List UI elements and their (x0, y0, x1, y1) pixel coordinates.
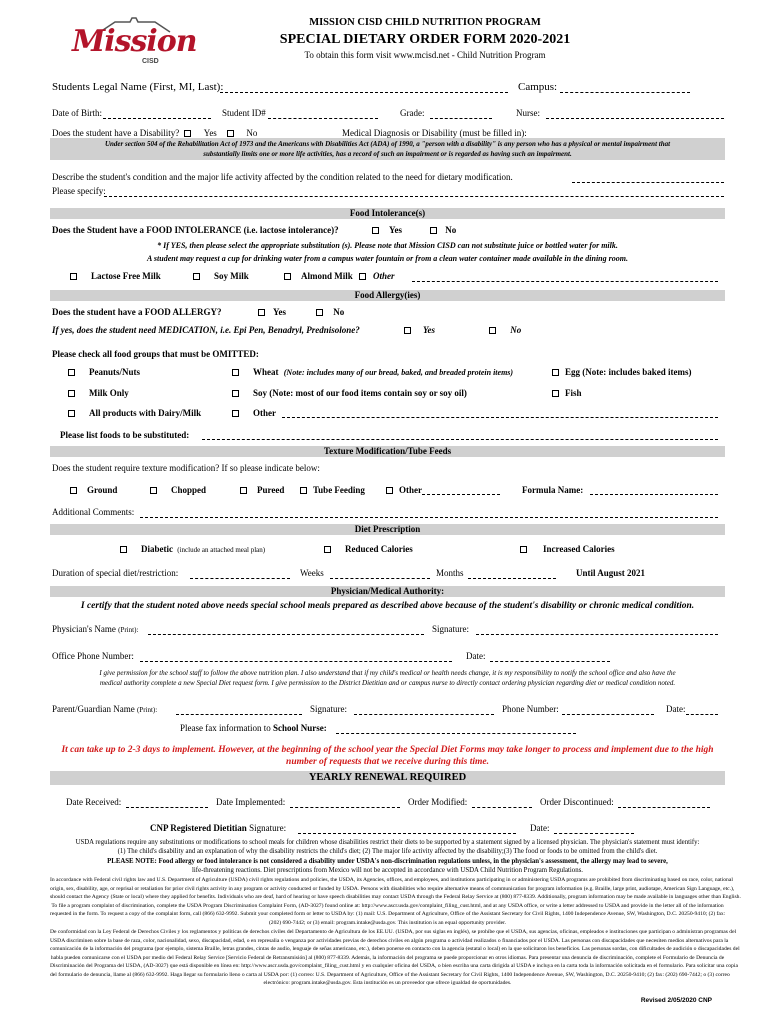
order-modified-field[interactable] (472, 807, 532, 808)
physician-name-field[interactable] (148, 634, 424, 635)
dob-label: Date of Birth: (52, 108, 102, 118)
other-texture-field[interactable] (422, 494, 500, 495)
peanuts-checkbox[interactable] (68, 369, 75, 376)
dairy-checkbox[interactable] (68, 410, 75, 417)
other-allergy-checkbox[interactable] (232, 410, 239, 417)
intolerance-no-checkbox[interactable] (430, 227, 437, 234)
texture-question: Does the student require texture modification? If so please indicate below: (52, 463, 320, 473)
dietitian-date-field[interactable] (554, 833, 634, 834)
pureed-option: Pureed (240, 485, 284, 495)
parent-name-field[interactable] (176, 714, 302, 715)
almond-milk-checkbox[interactable] (284, 273, 291, 280)
medication-yes-checkbox[interactable] (404, 327, 411, 334)
specify-label: Please specify: (52, 186, 106, 196)
ground-checkbox[interactable] (70, 487, 77, 494)
intolerance-note-2: A student may request a cup for drinking water from a campus water fountain or from a clean water container made available in the dining room. (147, 254, 628, 263)
intolerance-note-1: * If YES, then please select the appropriate substitution (s). Please note that Mission CISD can not substitute juice or bottled water for milk. (157, 241, 618, 250)
soy-milk-option: Soy Milk (193, 271, 249, 281)
revised-date: Revised 2/05/2020 CNP (640, 997, 712, 1004)
certify-text: I certify that the student noted above needs special school meals prepared as described above because of the student's disability or chronic medical condition. (80, 601, 695, 611)
egg-checkbox[interactable] (552, 369, 559, 376)
wheat-checkbox[interactable] (232, 369, 239, 376)
physician-signature-field[interactable] (476, 634, 718, 635)
logo-sub: CISD (142, 58, 159, 65)
date-received-label: Date Received: (66, 797, 122, 807)
formula-label: Formula Name: (522, 485, 584, 495)
obtain-text: To obtain this form visit www.mcisd.net - Child Nutrition Program (304, 50, 546, 60)
reduced-checkbox[interactable] (324, 546, 331, 553)
fax-label: Please fax information to School Nurse: (180, 723, 327, 733)
mission-logo (70, 14, 197, 65)
date-received-field[interactable] (126, 807, 208, 808)
usda-spanish-statement: De conformidad con la Ley Federal de Derechos Civiles y los reglamentos y políticas de derechos civiles del Departamento de Agricultura de los EE.UU. (USDA, por sus siglas en inglés), se prohíbe que el USDA, sus agencias, oficinas, empleados e instituciones que participan o administran programas del USDA discriminen sobre la base de raza, color, nacionalidad, sexo, discapacidad, edad, o en represalia o venganza por actividades previas de derechos civiles en algún programa o actividad realizados o financiados por el USDA. Las personas con discapacidades que necesiten medios alternativos para la comunicación de la información del programa (por ejemplo, sistema Braille, letras grandes, cintas de audio, lenguaje de señas americano, etc.), deben ponerse en contacto con la agencia (estatal o local) en la que solicitaron los beneficios. Las personas sordas, con dificultades de audición o discapacidades del habla pueden comunicarse con el USDA por medio del Federal Relay Service [Servicio Federal de Retransmisión] al (800) 877-8339. Además, la información del programa se puede proporcionar en otros idiomas. Para presentar una denuncia de discriminación, complete el Formulario de Denuncia de Discriminación del Programa del USDA, (AD-3027) que está disponible en línea en: http://www.ascr.usda.gov/complaint_filing_cust.html y en cualquier oficina del USDA, o bien escriba una carta dirigida al USDA e incluya en la carta toda la información solicitada en el formulario. Para solicitar una copia del formulario de denuncia, llame al (866) 632-9992. Haga llegar su formulario lleno o carta al USDA por: (1) correo: U.S. Department of Agriculture, Office of the Assistant Secretary for Civil Rights, 1400 Independence Avenue, SW, Washington, D.C. 20250-9410; (2) fax: (202) 690-7442; o (3) correo electrónico: program.intake@usda.gov. Esta institución es un proveedor que ofrece igualdad de oportunidades. (50, 929, 740, 986)
other-allergy-field[interactable] (282, 417, 718, 418)
fish-checkbox[interactable] (552, 390, 559, 397)
disability-no-checkbox[interactable] (227, 130, 234, 137)
diagnosis-label: Medical Diagnosis or Disability (must be filled in): (342, 128, 527, 138)
other-allergy-option: Other (232, 408, 276, 418)
weeks-label: Weeks (300, 568, 324, 578)
disability-yes-checkbox[interactable] (184, 130, 191, 137)
substitute-field[interactable] (202, 439, 718, 440)
allergy-no-checkbox[interactable] (316, 309, 323, 316)
other-texture-checkbox[interactable] (386, 487, 393, 494)
allergy-question: Does the student have a FOOD ALLERGY? (52, 307, 222, 317)
dietitian-signature-field[interactable] (298, 833, 516, 834)
disability-question: Does the student have a Disability? Yes No (52, 128, 258, 138)
allergy-yes: Yes No (258, 307, 344, 317)
student-id-field[interactable] (268, 118, 378, 119)
almond-milk-option: Almond Milk Other (284, 271, 395, 281)
months-label: Months (436, 568, 464, 578)
name-label: Students Legal Name (First, MI, Last): (52, 81, 224, 93)
physician-signature-label: Signature: (432, 624, 469, 634)
formula-field[interactable] (590, 494, 718, 495)
other-texture-option: Other (386, 485, 422, 495)
section-504-text: Under section 504 of the Rehabilitation Act of 1973 and the Americans with Disabilities Act (ADA) of 1990, a "person with a disability" is any person who has a physical or mental impairment that substantially limits one or more life activities, has a record of such an impairment or is regarded as having such an impairment. (50, 138, 725, 160)
order-modified-label: Order Modified: (408, 797, 468, 807)
allergy-yes-checkbox[interactable] (258, 309, 265, 316)
intolerance-yes-checkbox[interactable] (372, 227, 379, 234)
food-intolerance-header: Food Intolerance(s) (50, 208, 725, 219)
reduced-option: Reduced Calories (324, 544, 413, 554)
ground-option: Ground (70, 485, 117, 495)
parent-date-label: Date: (666, 704, 686, 714)
soy-checkbox[interactable] (232, 390, 239, 397)
medication-question: If yes, does the student need MEDICATION, i.e. Epi Pen, Benadryl, Prednisolone? (52, 325, 360, 335)
chopped-checkbox[interactable] (150, 487, 157, 494)
duration-label: Duration of special diet/restriction: (52, 568, 179, 578)
fax-nurse-field[interactable] (336, 733, 576, 734)
parent-phone-field[interactable] (562, 714, 654, 715)
program-title: MISSION CISD CHILD NUTRITION PROGRAM (309, 17, 541, 28)
milk-option: Milk Only (68, 388, 129, 398)
logo-text: Mission (72, 24, 197, 59)
diabetic-option: Diabetic (include an attached meal plan) (120, 544, 265, 554)
office-phone-label: Office Phone Number: (52, 651, 134, 661)
processing-notice: It can take up to 2-3 days to implement. However, at the beginning of the school year the Special Diet Forms may take longer to process and implement due to the high number of requests that we receive during this time. (61, 745, 714, 767)
name-field[interactable] (220, 92, 508, 93)
student-id-label: Student ID# (222, 108, 266, 118)
tube-checkbox[interactable] (300, 487, 307, 494)
physician-date-field[interactable] (490, 661, 610, 662)
parent-phone-label: Phone Number: (502, 704, 559, 714)
renewal-header: YEARLY RENEWAL REQUIRED (50, 771, 725, 785)
fish-option: Fish (552, 388, 582, 398)
describe-field[interactable] (572, 182, 724, 183)
intolerance-question: Does the Student have a FOOD INTOLERANCE (i.e. lactose intolerance)? (52, 225, 339, 235)
increased-option: Increased Calories (520, 544, 615, 554)
grade-label: Grade: (400, 108, 425, 118)
pureed-checkbox[interactable] (240, 487, 247, 494)
nurse-label: Nurse: (516, 108, 540, 118)
physician-date-label: Date: (466, 651, 486, 661)
peanuts-option: Peanuts/Nuts (68, 367, 140, 377)
other-milk-field[interactable] (412, 281, 718, 282)
dairy-option: All products with Dairy/Milk (68, 408, 201, 418)
texture-header: Texture Modification/Tube Feeds (50, 446, 725, 457)
food-allergy-header: Food Allergy(ies) (50, 290, 725, 301)
parent-signature-field[interactable] (354, 714, 494, 715)
parent-name-label: Parent/Guardian Name (Print): (52, 704, 158, 714)
describe-label: Describe the student's condition and the major life activity affected by the condition related to the need for dietary modification. (52, 172, 513, 182)
diabetic-checkbox[interactable] (120, 546, 127, 553)
dob-field[interactable] (103, 118, 211, 119)
campus-field[interactable] (560, 92, 690, 93)
months-field[interactable] (468, 578, 556, 579)
medication-answers: Yes No (404, 325, 521, 335)
usda-english-statement: In accordance with Federal civil rights law and U.S. Department of Agriculture (USDA) civil rights regulations and policies, the USDA, its Agencies, offices, and employees, and institutions participating in or administering USDA programs are prohibited from discriminating based on race, color, national origin, sex, disability, age, or reprisal or retaliation for prior civil rights activity in any program or activity conducted or funded by USDA. Persons with disabilities who require alternative means of communication for program information (e.g. Braille, large print, audiotape, American Sign Language, etc.), should contact the Agency (State or local) where they applied for benefits. Individuals who are deaf, hard of hearing or have speech disabilities may contact USDA through the Federal Relay Service at (800) 877-8339. Additionally, program information may be made available in languages other than English. To file a program complaint of discrimination, complete the USDA Program Discrimination Complaint Form, (AD-3027) found online at: http://www.ascr.usda.gov/complaint_filing_cust.html, and at any USDA office, or write a letter addressed to USDA and provide in the letter all of the information requested in the form. To request a copy of the complaint form, call (866) 632-9992. Submit your completed form or letter to USDA by: (1) mail: U.S. Department of Agriculture, Office of the Assistant Secretary for Civil Rights, 1400 Independence Avenue, SW, Washington, D.C. 20250-9410; (2) fax: (202) 690-7442; or (3) email: program.intake@usda.gov. This institution is an equal opportunity provider. (50, 877, 741, 926)
egg-option: Egg (Note: includes baked items) (552, 367, 692, 377)
dietitian-label: CNP Registered Dietitian Signature: (150, 823, 287, 833)
intolerance-options: Lactose Free Milk (70, 271, 161, 281)
campus-label: Campus: (518, 81, 558, 93)
usda-regulations: USDA regulations require any substitutions or modifications to school meals for children whose disabilities restrict their diets to be supported by a statement signed by a licensed physician. The physician's statement must identify: (1) The child's disability and an explanation of why the disability restricts the child's diet; (2) The major life activity affected by the disability;(3) The food or foods to be omitted from the child's diet. PLEASE NOTE: Food allergy or food intolerance is not considered a disability under USDA's non-discrimination regulations unless, in the physician's assessment, the allergy may lead to severe, life-threatening reactions. Diet prescriptions from Mexico will not be accepted in accordance with USDA Child Nutrition Program Regulations. (75, 839, 700, 875)
date-implemented-field[interactable] (290, 807, 400, 808)
omit-label: Please check all food groups that must be OMITTED: (52, 349, 259, 359)
milk-checkbox[interactable] (68, 390, 75, 397)
soy-milk-checkbox[interactable] (193, 273, 200, 280)
grade-field[interactable] (430, 118, 492, 119)
comments-label: Additional Comments: (52, 507, 135, 517)
parent-signature-label: Signature: (310, 704, 347, 714)
intolerance-yes: Yes No (372, 225, 456, 235)
order-discontinued-label: Order Discontinued: (540, 797, 614, 807)
tube-option: Tube Feeding (300, 485, 365, 495)
comments-field[interactable] (140, 517, 718, 518)
other-milk-checkbox[interactable] (359, 273, 366, 280)
duration-field[interactable] (190, 578, 290, 579)
weeks-field[interactable] (330, 578, 430, 579)
increased-checkbox[interactable] (520, 546, 527, 553)
physician-header: Physician/Medical Authority: (50, 586, 725, 597)
soy-option: Soy (Note: most of our food items contain soy or soy oil) (232, 388, 467, 398)
substitute-label: Please list foods to be substituted: (60, 430, 190, 440)
until-label: Until August 2021 (576, 568, 646, 578)
specify-field[interactable] (104, 196, 724, 197)
date-implemented-label: Date Implemented: (216, 797, 286, 807)
permission-text: I give permission for the school staff to follow the above nutrition plan. I also understand that if my child's medical or health needs change, it is my responsibility to notify the school office and also have the medical authority complete a new Special Diet request form. I give permission to the District Dietitian and or campus nurse to directly contact ordering physician regarding diet or medical condition noted. (99, 669, 676, 687)
form-title: SPECIAL DIETARY ORDER FORM 2020-2021 (279, 32, 571, 47)
physician-name-label: Physician's Name (Print): (52, 624, 139, 634)
medication-no-checkbox[interactable] (489, 327, 496, 334)
nurse-field[interactable] (546, 118, 724, 119)
diet-header: Diet Prescription (50, 524, 725, 535)
dietitian-date-label: Date: (530, 823, 550, 833)
office-phone-field[interactable] (140, 661, 452, 662)
parent-date-field[interactable] (686, 714, 718, 715)
chopped-option: Chopped (150, 485, 206, 495)
lactose-free-checkbox[interactable] (70, 273, 77, 280)
order-discontinued-field[interactable] (618, 807, 710, 808)
wheat-option: Wheat (Note: includes many of our bread, baked, and breaded protein items) (232, 367, 513, 377)
